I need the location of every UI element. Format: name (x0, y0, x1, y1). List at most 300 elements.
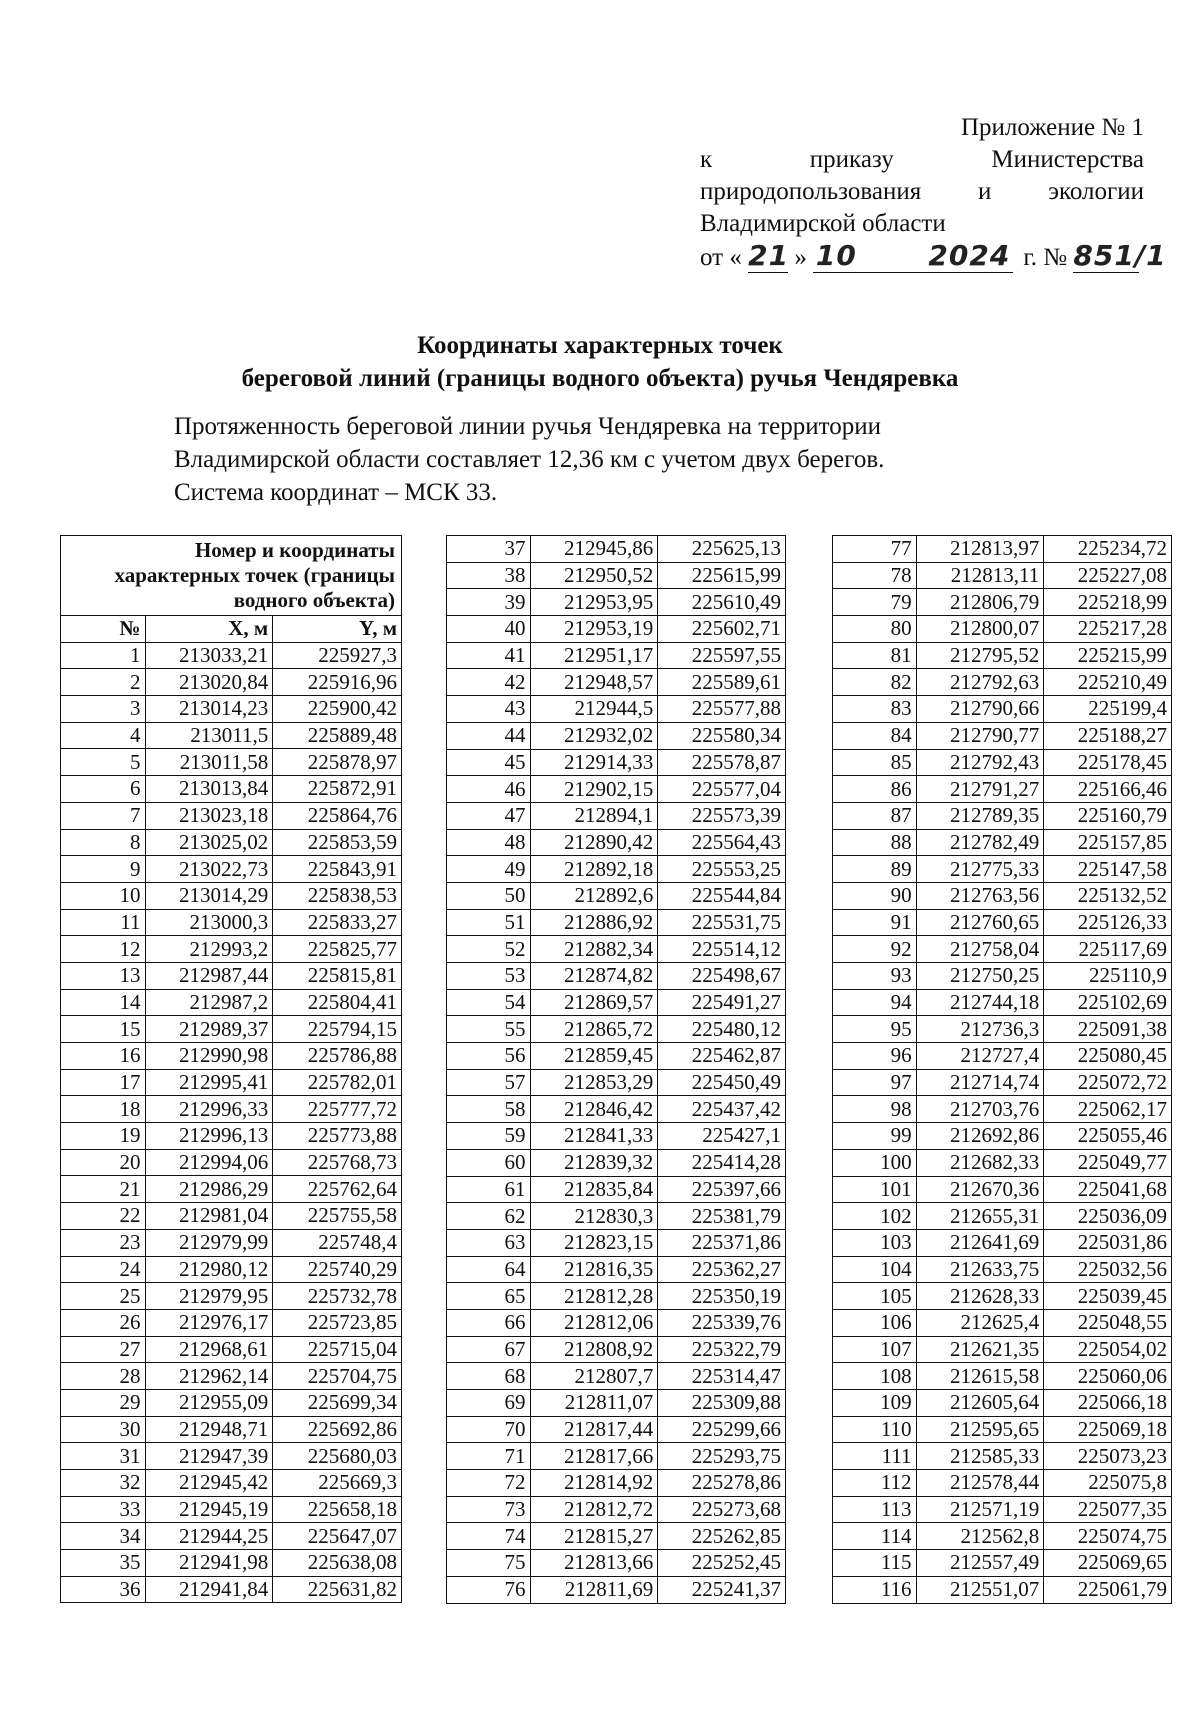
table-row (833, 696, 1172, 723)
table-row (833, 936, 1172, 963)
x-coordinate-cell: 213014,23 (145, 696, 273, 723)
point-number-cell: 39 (447, 589, 531, 616)
ministry-word-1: природопользования (700, 178, 922, 205)
x-coordinate-cell: 212996,33 (145, 1096, 273, 1123)
y-coordinate-cell: 225069,65 (1044, 1550, 1172, 1577)
y-coordinate-cell: 225927,3 (273, 642, 402, 669)
point-number-cell: 83 (833, 696, 917, 723)
y-coordinate-cell: 225631,82 (273, 1576, 402, 1603)
y-coordinate-cell: 225578,87 (658, 749, 786, 776)
x-coordinate-cell: 212670,36 (916, 1176, 1044, 1203)
point-number-cell: 98 (833, 1096, 917, 1123)
x-coordinate-cell: 212585,33 (916, 1443, 1044, 1470)
table-row (833, 1256, 1172, 1283)
table-row (833, 1149, 1172, 1176)
x-coordinate-cell: 212744,18 (916, 989, 1044, 1016)
x-coordinate-cell: 212605,64 (916, 1390, 1044, 1417)
table-row (447, 1203, 786, 1230)
point-number-cell: 14 (61, 989, 146, 1016)
x-coordinate-cell: 212807,7 (530, 1363, 658, 1390)
table-row (833, 749, 1172, 776)
point-number-cell: 42 (447, 669, 531, 696)
y-coordinate-cell: 225804,41 (273, 989, 402, 1016)
table-row (61, 1256, 402, 1283)
y-coordinate-cell: 225262,85 (658, 1523, 786, 1550)
y-coordinate-cell: 225577,88 (658, 696, 786, 723)
y-coordinate-cell: 225039,45 (1044, 1283, 1172, 1310)
y-coordinate-cell: 225564,43 (658, 829, 786, 856)
x-coordinate-cell: 212791,27 (916, 776, 1044, 803)
table-row (447, 722, 786, 749)
table-row (833, 1363, 1172, 1390)
y-coordinate-cell: 225597,55 (658, 642, 786, 669)
table-row (833, 536, 1172, 563)
y-coordinate-cell: 225773,88 (273, 1123, 402, 1150)
point-number-cell: 12 (61, 936, 146, 963)
x-coordinate-cell: 212703,76 (916, 1096, 1044, 1123)
y-coordinate-cell: 225117,69 (1044, 936, 1172, 963)
table-row (833, 1069, 1172, 1096)
x-coordinate-cell: 212865,72 (530, 1016, 658, 1043)
table-caption (61, 536, 402, 616)
y-coordinate-cell: 225075,8 (1044, 1470, 1172, 1497)
y-coordinate-cell: 225602,71 (658, 616, 786, 643)
x-coordinate-cell: 212945,86 (530, 536, 658, 563)
y-coordinate-cell: 225748,4 (273, 1229, 402, 1256)
x-coordinate-cell: 213023,18 (145, 802, 273, 829)
y-coordinate-cell: 225160,79 (1044, 802, 1172, 829)
x-coordinate-cell: 212892,6 (530, 882, 658, 909)
x-coordinate-cell: 212914,33 (530, 749, 658, 776)
point-number-cell: 20 (61, 1149, 146, 1176)
point-number-cell: 100 (833, 1149, 917, 1176)
point-number-cell: 24 (61, 1256, 146, 1283)
y-coordinate-cell: 225692,86 (273, 1416, 402, 1443)
y-coordinate-cell: 225218,99 (1044, 589, 1172, 616)
y-coordinate-cell: 225166,46 (1044, 776, 1172, 803)
x-coordinate-cell: 212816,35 (530, 1256, 658, 1283)
point-number-cell: 2 (61, 669, 146, 696)
y-coordinate-cell: 225215,99 (1044, 642, 1172, 669)
table-row (447, 642, 786, 669)
x-coordinate-cell: 212979,99 (145, 1229, 273, 1256)
point-number-cell: 84 (833, 722, 917, 749)
point-number-cell: 64 (447, 1256, 531, 1283)
x-coordinate-cell: 212795,52 (916, 642, 1044, 669)
x-coordinate-cell: 212812,28 (530, 1283, 658, 1310)
x-coordinate-cell: 212968,61 (145, 1336, 273, 1363)
x-coordinate-cell: 212886,92 (530, 909, 658, 936)
table-row (447, 1229, 786, 1256)
table-row (61, 1123, 402, 1150)
x-coordinate-cell: 213020,84 (145, 669, 273, 696)
y-coordinate-cell: 225589,61 (658, 669, 786, 696)
x-coordinate-cell: 212625,4 (916, 1309, 1044, 1336)
coordinates-table-2 (446, 535, 786, 1604)
point-number-cell: 62 (447, 1203, 531, 1230)
point-number-cell: 102 (833, 1203, 917, 1230)
point-number-cell: 68 (447, 1363, 531, 1390)
point-number-cell: 6 (61, 776, 146, 803)
point-number-cell: 85 (833, 749, 917, 776)
y-coordinate-cell: 225273,68 (658, 1496, 786, 1523)
y-coordinate-cell: 225091,38 (1044, 1016, 1172, 1043)
y-coordinate-cell: 225414,28 (658, 1149, 786, 1176)
point-number-cell: 15 (61, 1016, 146, 1043)
point-number-cell: 74 (447, 1523, 531, 1550)
y-coordinate-cell: 225060,06 (1044, 1363, 1172, 1390)
point-number-cell: 8 (61, 829, 146, 856)
point-number-cell: 25 (61, 1283, 146, 1310)
table-row (447, 1283, 786, 1310)
table-row (61, 1176, 402, 1203)
table-row (447, 963, 786, 990)
y-coordinate-cell: 225048,55 (1044, 1309, 1172, 1336)
table-row (61, 1203, 402, 1230)
x-coordinate-cell: 212869,57 (530, 989, 658, 1016)
ministry-name-line (700, 176, 1144, 208)
x-coordinate-cell: 212945,42 (145, 1470, 273, 1497)
table-row (61, 1229, 402, 1256)
y-coordinate-cell: 225553,25 (658, 856, 786, 883)
x-coordinate-cell: 212736,3 (916, 1016, 1044, 1043)
table-row (61, 909, 402, 936)
point-number-cell: 28 (61, 1363, 146, 1390)
x-coordinate-cell: 212760,65 (916, 909, 1044, 936)
table-row (61, 1336, 402, 1363)
point-number-cell: 43 (447, 696, 531, 723)
y-coordinate-cell: 225339,76 (658, 1309, 786, 1336)
table-row (61, 1576, 402, 1603)
column-header-number: № (61, 616, 146, 643)
table-row (833, 989, 1172, 1016)
table-row (833, 1550, 1172, 1577)
x-coordinate-cell: 212817,66 (530, 1443, 658, 1470)
date-month-year (813, 240, 1013, 273)
y-coordinate-cell: 225723,85 (273, 1309, 402, 1336)
table-row (833, 642, 1172, 669)
table-row (447, 936, 786, 963)
point-number-cell: 107 (833, 1336, 917, 1363)
y-coordinate-cell: 225843,91 (273, 856, 402, 883)
point-number-cell: 50 (447, 882, 531, 909)
y-coordinate-cell: 225350,19 (658, 1283, 786, 1310)
point-number-cell: 11 (61, 909, 146, 936)
table-row (447, 1256, 786, 1283)
table-row (447, 1576, 786, 1603)
x-coordinate-cell: 212812,06 (530, 1309, 658, 1336)
coordinates-table-1 (60, 535, 402, 1603)
point-number-cell: 54 (447, 989, 531, 1016)
point-number-cell: 86 (833, 776, 917, 803)
table-row (447, 909, 786, 936)
x-coordinate-cell: 212812,72 (530, 1496, 658, 1523)
y-coordinate-cell: 225102,69 (1044, 989, 1172, 1016)
y-coordinate-cell: 225638,08 (273, 1550, 402, 1577)
y-coordinate-cell: 225872,91 (273, 776, 402, 803)
y-coordinate-cell: 225625,13 (658, 536, 786, 563)
y-coordinate-cell: 225777,72 (273, 1096, 402, 1123)
point-number-cell: 21 (61, 1176, 146, 1203)
column-header-y: Y, м (273, 616, 402, 643)
y-coordinate-cell: 225072,72 (1044, 1069, 1172, 1096)
point-number-cell: 91 (833, 909, 917, 936)
y-coordinate-cell: 225755,58 (273, 1203, 402, 1230)
point-number-cell: 108 (833, 1363, 917, 1390)
x-coordinate-cell: 212758,04 (916, 936, 1044, 963)
table-row (447, 749, 786, 776)
point-number-cell: 65 (447, 1283, 531, 1310)
x-coordinate-cell: 212641,69 (916, 1229, 1044, 1256)
x-coordinate-cell: 212789,35 (916, 802, 1044, 829)
appendix-number: Приложение № 1 (960, 114, 1144, 141)
x-coordinate-cell: 212846,42 (530, 1096, 658, 1123)
table-row (61, 962, 402, 989)
y-coordinate-cell: 225900,42 (273, 696, 402, 723)
table-row (833, 882, 1172, 909)
x-coordinate-cell: 212813,11 (916, 562, 1044, 589)
y-coordinate-cell: 225234,72 (1044, 536, 1172, 563)
point-number-cell: 110 (833, 1416, 917, 1443)
y-coordinate-cell: 225794,15 (273, 1016, 402, 1043)
y-coordinate-cell: 225740,29 (273, 1256, 402, 1283)
y-coordinate-cell: 225293,75 (658, 1443, 786, 1470)
y-coordinate-cell: 225031,86 (1044, 1229, 1172, 1256)
table-row (447, 616, 786, 643)
table-row (61, 1363, 402, 1390)
order-number: 851/1 (1073, 239, 1167, 272)
point-number-cell: 16 (61, 1043, 146, 1070)
x-coordinate-cell: 212615,58 (916, 1363, 1044, 1390)
table-row (447, 802, 786, 829)
table-row (447, 536, 786, 563)
table-row (61, 882, 402, 909)
ministry-word-3: экологии (1048, 178, 1144, 205)
intro-line-1: Протяженность береговой линии ручья Чендяревка на территории (174, 413, 881, 440)
x-coordinate-cell: 212841,33 (530, 1123, 658, 1150)
table-row (447, 1416, 786, 1443)
x-coordinate-cell: 212714,74 (916, 1069, 1044, 1096)
point-number-cell: 13 (61, 962, 146, 989)
point-number-cell: 75 (447, 1550, 531, 1577)
y-coordinate-cell: 225054,02 (1044, 1336, 1172, 1363)
document-title-line1: Координаты характерных точек (417, 332, 783, 359)
point-number-cell: 81 (833, 642, 917, 669)
y-coordinate-cell: 225864,76 (273, 802, 402, 829)
y-coordinate-cell: 225126,33 (1044, 909, 1172, 936)
point-number-cell: 33 (61, 1496, 146, 1523)
point-number-cell: 32 (61, 1470, 146, 1497)
point-number-cell: 79 (833, 589, 917, 616)
x-coordinate-cell: 212859,45 (530, 1043, 658, 1070)
table-row (61, 936, 402, 963)
y-coordinate-cell: 225658,18 (273, 1496, 402, 1523)
table-row (833, 802, 1172, 829)
point-number-cell: 48 (447, 829, 531, 856)
table-row (61, 669, 402, 696)
x-coordinate-cell: 212882,34 (530, 936, 658, 963)
point-number-cell: 18 (61, 1096, 146, 1123)
point-number-cell: 71 (447, 1443, 531, 1470)
point-number-cell: 88 (833, 829, 917, 856)
table-caption-line3: водного объекта) (233, 588, 395, 612)
y-coordinate-cell: 225199,4 (1044, 696, 1172, 723)
y-coordinate-cell: 225147,58 (1044, 856, 1172, 883)
table-row (447, 829, 786, 856)
table-row (833, 589, 1172, 616)
x-coordinate-cell: 212947,39 (145, 1443, 273, 1470)
x-coordinate-cell: 212792,63 (916, 669, 1044, 696)
point-number-cell: 94 (833, 989, 917, 1016)
point-number-cell: 73 (447, 1496, 531, 1523)
x-coordinate-cell: 212692,86 (916, 1123, 1044, 1150)
point-number-cell: 40 (447, 616, 531, 643)
y-coordinate-cell: 225041,68 (1044, 1176, 1172, 1203)
x-coordinate-cell: 212633,75 (916, 1256, 1044, 1283)
point-number-cell: 55 (447, 1016, 531, 1043)
y-coordinate-cell: 225188,27 (1044, 722, 1172, 749)
table-row (61, 829, 402, 856)
table-row (61, 722, 402, 749)
point-number-cell: 53 (447, 963, 531, 990)
point-number-cell: 35 (61, 1550, 146, 1577)
point-number-cell: 7 (61, 802, 146, 829)
y-coordinate-cell: 225437,42 (658, 1096, 786, 1123)
x-coordinate-cell: 212595,65 (916, 1416, 1044, 1443)
y-coordinate-cell: 225322,79 (658, 1336, 786, 1363)
table-row (61, 1149, 402, 1176)
y-coordinate-cell: 225069,18 (1044, 1416, 1172, 1443)
x-coordinate-cell: 212902,15 (530, 776, 658, 803)
table-row (61, 1309, 402, 1336)
table-row (61, 989, 402, 1016)
x-coordinate-cell: 212815,27 (530, 1523, 658, 1550)
y-coordinate-cell: 225397,66 (658, 1176, 786, 1203)
point-number-cell: 101 (833, 1176, 917, 1203)
table-row (833, 1336, 1172, 1363)
date-month: 10 (815, 239, 857, 272)
x-coordinate-cell: 212941,84 (145, 1576, 273, 1603)
table-row (447, 776, 786, 803)
y-coordinate-cell: 225080,45 (1044, 1043, 1172, 1070)
x-coordinate-cell: 212995,41 (145, 1069, 273, 1096)
point-number-cell: 80 (833, 616, 917, 643)
table-row (61, 802, 402, 829)
x-coordinate-cell: 212953,19 (530, 616, 658, 643)
y-coordinate-cell: 225362,27 (658, 1256, 786, 1283)
y-coordinate-cell: 225889,48 (273, 722, 402, 749)
point-number-cell: 31 (61, 1443, 146, 1470)
y-coordinate-cell: 225577,04 (658, 776, 786, 803)
point-number-cell: 69 (447, 1390, 531, 1417)
point-number-cell: 51 (447, 909, 531, 936)
point-number-cell: 38 (447, 562, 531, 589)
y-coordinate-cell: 225480,12 (658, 1016, 786, 1043)
intro-line-2: Владимирской области составляет 12,36 км с учетом двух берегов. (174, 446, 885, 473)
table-row (833, 1123, 1172, 1150)
point-number-cell: 92 (833, 936, 917, 963)
table-row (447, 669, 786, 696)
x-coordinate-cell: 212621,35 (916, 1336, 1044, 1363)
y-coordinate-cell: 225916,96 (273, 669, 402, 696)
table-row (833, 1496, 1172, 1523)
y-coordinate-cell: 225815,81 (273, 962, 402, 989)
x-coordinate-cell: 212990,98 (145, 1043, 273, 1070)
table-row (833, 1043, 1172, 1070)
y-coordinate-cell: 225314,47 (658, 1363, 786, 1390)
x-coordinate-cell: 212813,66 (530, 1550, 658, 1577)
point-number-cell: 103 (833, 1229, 917, 1256)
y-coordinate-cell: 225647,07 (273, 1523, 402, 1550)
table-row (447, 562, 786, 589)
point-number-cell: 46 (447, 776, 531, 803)
point-number-cell: 116 (833, 1576, 917, 1603)
point-number-cell: 111 (833, 1443, 917, 1470)
x-coordinate-cell: 212727,4 (916, 1043, 1044, 1070)
x-coordinate-cell: 212578,44 (916, 1470, 1044, 1497)
table-row (447, 696, 786, 723)
table-row (61, 1416, 402, 1443)
table-row (447, 1336, 786, 1363)
point-number-cell: 17 (61, 1069, 146, 1096)
x-coordinate-cell: 212890,42 (530, 829, 658, 856)
point-number-cell: 106 (833, 1309, 917, 1336)
x-coordinate-cell: 212932,02 (530, 722, 658, 749)
x-coordinate-cell: 213022,73 (145, 856, 273, 883)
table-row (447, 1016, 786, 1043)
ministry-word-2: и (978, 178, 992, 205)
y-coordinate-cell: 225066,18 (1044, 1390, 1172, 1417)
table-row (61, 1470, 402, 1497)
y-coordinate-cell: 225715,04 (273, 1336, 402, 1363)
coordinates-table-3 (832, 535, 1172, 1604)
x-coordinate-cell: 212853,29 (530, 1069, 658, 1096)
y-coordinate-cell: 225252,45 (658, 1550, 786, 1577)
y-coordinate-cell: 225878,97 (273, 749, 402, 776)
y-coordinate-cell: 225514,12 (658, 936, 786, 963)
y-coordinate-cell: 225278,86 (658, 1470, 786, 1497)
y-coordinate-cell: 225669,3 (273, 1470, 402, 1497)
x-coordinate-cell: 212979,95 (145, 1283, 273, 1310)
x-coordinate-cell: 212800,07 (916, 616, 1044, 643)
table-row (61, 1443, 402, 1470)
y-coordinate-cell: 225061,79 (1044, 1576, 1172, 1603)
table-row (833, 616, 1172, 643)
point-number-cell: 57 (447, 1069, 531, 1096)
table-row (447, 1496, 786, 1523)
point-number-cell: 3 (61, 696, 146, 723)
date-year: 2024 (928, 239, 1011, 272)
x-coordinate-cell: 212813,97 (916, 536, 1044, 563)
x-coordinate-cell: 212950,52 (530, 562, 658, 589)
table-row (447, 882, 786, 909)
x-coordinate-cell: 212892,18 (530, 856, 658, 883)
table-row (833, 669, 1172, 696)
x-coordinate-cell: 213011,58 (145, 749, 273, 776)
document-title-line2: береговой линий (границы водного объекта) ручья Чендяревка (241, 365, 959, 392)
y-coordinate-cell: 225580,34 (658, 722, 786, 749)
y-coordinate-cell: 225768,73 (273, 1149, 402, 1176)
x-coordinate-cell: 212551,07 (916, 1576, 1044, 1603)
table-row (447, 1363, 786, 1390)
point-number-cell: 96 (833, 1043, 917, 1070)
point-number-cell: 105 (833, 1283, 917, 1310)
point-number-cell: 4 (61, 722, 146, 749)
y-coordinate-cell: 225699,34 (273, 1389, 402, 1416)
y-coordinate-cell: 225371,86 (658, 1229, 786, 1256)
table-row (61, 1496, 402, 1523)
x-coordinate-cell: 212994,06 (145, 1149, 273, 1176)
